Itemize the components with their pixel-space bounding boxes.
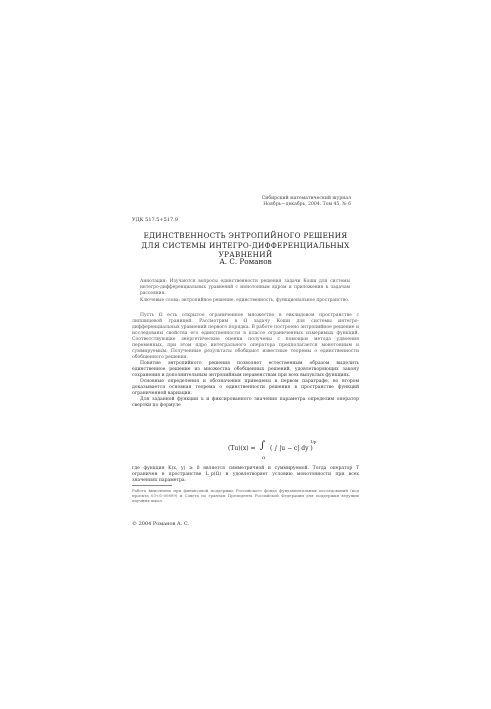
formula-exponent: 1/p <box>310 439 317 444</box>
title-line-2: ДЛЯ СИСТЕМЫ ИНТЕГРО-ДИФФЕРЕНЦИАЛЬНЫХ УРАВНЕНИЙ <box>141 240 350 260</box>
footnote-divider <box>132 485 172 486</box>
journal-name: Сибирский математический журнал <box>261 196 351 201</box>
abstract: Аннотация: Изучаются вопросы единственности решения задачи Коши для системы интегро-дифференциальных уравнений с монотонным ядром и приложения к задачам рассеяния. <box>140 279 350 296</box>
formula-rhs: ( ∫ |u − c| dy ) <box>270 445 313 452</box>
integral-lower-limit: Ω <box>262 455 266 460</box>
keywords: Ключевые слова: энтропийное решение, единственность, функциональное пространство. <box>140 298 350 303</box>
footnote: Работа выполнена при финансовой поддержке Российского фонда фундаментальных исследований (код проекта 03-01-00899) и Совета по грантам Президента Российской Федерации для поддержки ведущих научных школ. <box>132 488 359 503</box>
udk-code: УДК 517.5+517.9 <box>132 217 178 223</box>
paragraph: Для заданной функции u и фиксированного значения параметра определим оператор свертки по формуле <box>132 397 359 408</box>
integral-sign: ∫ <box>260 440 266 451</box>
paper-title <box>132 231 359 260</box>
paragraph: Пусть Ω есть открытое ограниченное множество в евклидовом пространстве с липшицевой границей. Рассмотрим в Ω задачу Коши для системы интегро-дифференциальных уравнений первого порядка. В работе построено энтропийное решение и исследованы свойства его единственности в классе ограниченных измеримых функций. Соответствующие энергетические оценки получены с помощью метода удвоения переменных, при этом ядро интегрального оператора предполагается монотонным и суммируемым. Полученные результаты обобщают известные теоремы о единственности обобщенного решения. <box>132 313 359 360</box>
post-formula-text <box>132 466 359 484</box>
copyright: © 2004 Романов А. С. <box>132 521 190 527</box>
author-name: А. С. Романов <box>219 257 272 266</box>
display-formula <box>228 438 328 460</box>
formula-lhs: (Tu)(x) = <box>228 445 256 452</box>
body-text <box>132 313 359 409</box>
paragraph: где функция K(x, y) ≥ 0 является симметричной и суммируемой. Тогда оператор T ограничен в пространстве L_p(Ω) и удовлетворяет условию монотонности при всех значениях параметра. <box>132 466 359 483</box>
title-line-1: ЕДИНСТВЕННОСТЬ ЭНТРОПИЙНОГО РЕШЕНИЯ <box>143 231 348 240</box>
journal-issue: Ноябрь—декабрь, 2004. Том 45, № 6 <box>263 202 351 207</box>
journal-header <box>231 196 351 208</box>
paragraph: Основные определения и обозначения приведены в первом параграфе, во втором доказывается основная теорема о единственности решения в пространстве функций ограниченной вариации. <box>132 379 359 396</box>
paragraph: Понятие энтропийного решения позволяет естественным образом выделить единственное решение из множества обобщенных решений, удовлетворяющих закону сохранения и дополнительным энтропийным неравенствам при всех выпуклых функциях. <box>132 361 359 378</box>
